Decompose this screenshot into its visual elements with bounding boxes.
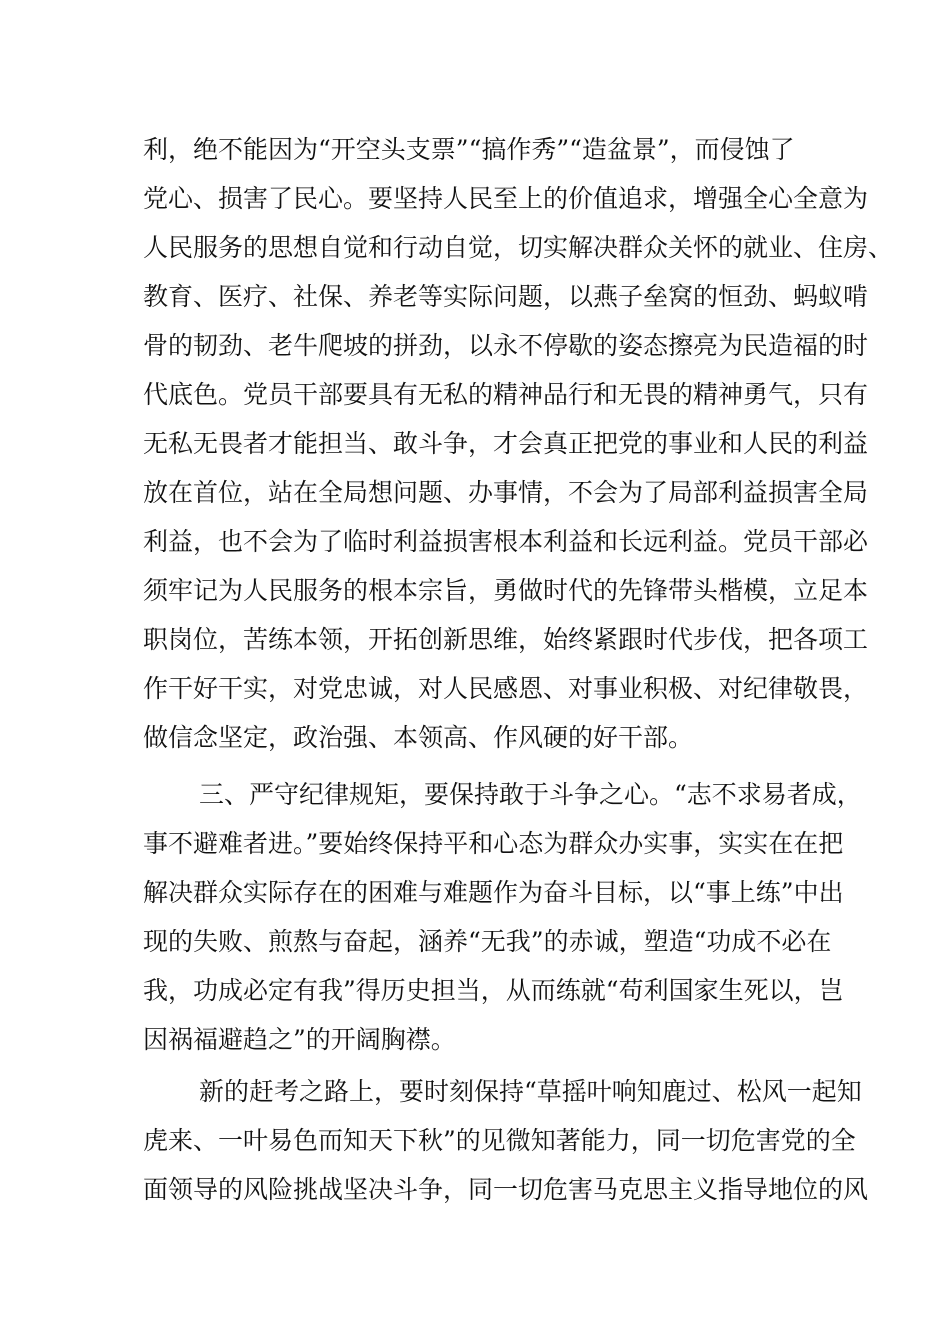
text-line: 放在首位，站在全局想问题、办事情，不会为了局部利益损害全局 xyxy=(143,478,869,507)
text-line: 党心、损害了民心。要坚持人民至上的价值追求，增强全心全意为 xyxy=(143,184,869,213)
text-line: 虎来、一叶易色而知天下秋”的见微知著能力，同一切危害党的全 xyxy=(143,1126,856,1155)
text-line: 现的失败、煎熬与奋起，涵养“无我”的赤诚，塑造“功成不必在 xyxy=(143,927,832,956)
paragraph-section-three xyxy=(143,770,862,1064)
text-line: 做信念坚定，政治强、本领高、作风硬的好干部。 xyxy=(143,723,694,752)
section-heading-line: 三、严守纪律规矩，要保持敢于斗争之心。“志不求易者成， xyxy=(199,780,862,809)
text-line: 人民服务的思想自觉和行动自觉，切实解决群众关怀的就业、住房、 xyxy=(143,233,894,262)
text-line: 骨的韧劲、老牛爬坡的拼劲，以永不停歇的姿态擦亮为民造福的时 xyxy=(143,331,869,360)
text-line: 解决群众实际存在的困难与难题作为奋斗目标，以“事上练”中出 xyxy=(143,878,844,907)
text-line: 面领导的风险挑战坚决斗争，同一切危害马克思主义指导地位的风 xyxy=(143,1175,869,1204)
text-line: 教育、医疗、社保、养老等实际问题，以燕子垒窝的恒劲、蚂蚁啃 xyxy=(143,282,869,311)
text-line: 利，绝不能因为“开空头支票”“搞作秀”“造盆景”，而侵蚀了 xyxy=(143,135,795,164)
text-line: 利益，也不会为了临时利益损害根本利益和长远利益。党员干部必 xyxy=(143,527,869,556)
text-line: 事不避难者进。”要始终保持平和心态为群众办实事，实实在在把 xyxy=(143,829,844,858)
text-line: 新的赶考之路上，要时刻保持“草摇叶响知鹿过、松风一起知 xyxy=(199,1077,862,1106)
text-line: 代底色。党员干部要具有无私的精神品行和无畏的精神勇气，只有 xyxy=(143,380,869,409)
paragraph-continued xyxy=(143,125,894,762)
text-line: 作干好干实，对党忠诚，对人民感恩、对事业积极、对纪律敬畏， xyxy=(143,674,869,703)
text-line: 我，功成必定有我”得历史担当，从而练就“苟利国家生死以，岂 xyxy=(143,976,844,1005)
text-line: 职岗位，苦练本领，开拓创新思维，始终紧跟时代步伐，把各项工 xyxy=(143,625,869,654)
text-line: 须牢记为人民服务的根本宗旨，勇做时代的先锋带头楷模，立足本 xyxy=(143,576,869,605)
text-line: 无私无畏者才能担当、敢斗争，才会真正把党的事业和人民的利益 xyxy=(143,429,869,458)
text-line: 因祸福避趋之”的开阔胸襟。 xyxy=(143,1025,456,1054)
paragraph-new-exam xyxy=(143,1067,869,1214)
